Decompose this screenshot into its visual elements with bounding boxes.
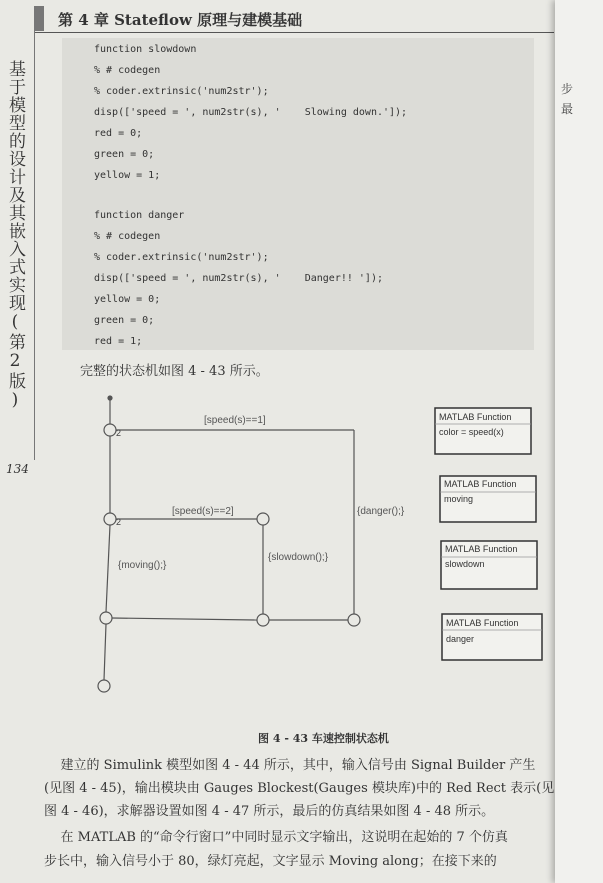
function-title: MATLAB Function — [445, 544, 518, 554]
chapter-title: 第 4 章 Stateflow 原理与建模基础 — [58, 11, 303, 29]
function-body: slowdown — [445, 559, 485, 569]
transition-moving — [106, 525, 110, 612]
figure-caption: 图 4 - 43 车速控制状态机 — [258, 732, 389, 745]
function-title: MATLAB Function — [439, 412, 512, 422]
body-paragraph-line: 步长中，输入信号小于 80，绿灯亮起，文字显示 Moving along；在接下来的 — [44, 854, 497, 869]
code-line: % # codegen — [94, 231, 161, 242]
body-paragraph-line: 建立的 Simulink 模型如图 4 - 44 所示，其中，输入信号由 Signal Builder 产生 — [44, 758, 536, 773]
action-label: {slowdown();} — [268, 552, 329, 563]
junction-terminal — [98, 680, 110, 692]
code-line: green = 0; — [94, 149, 155, 160]
code-line: green = 0; — [94, 315, 155, 326]
page-number: 134 — [6, 462, 29, 476]
action-label: {danger();} — [357, 506, 405, 517]
action-label: {moving();} — [118, 560, 167, 571]
code-line: yellow = 0; — [94, 294, 161, 305]
adjacent-page-char: 步 — [561, 82, 574, 96]
function-body: danger — [446, 634, 475, 644]
code-line: function danger — [94, 210, 185, 221]
body-paragraph-line: (见图 4 - 45)，输出模块由 Gauges Blockest(Gauges 模块库)中的 Red Rect 表示(见 — [44, 781, 555, 796]
merge-line — [112, 618, 257, 620]
function-body: color = speed(x) — [439, 427, 504, 437]
function-title: MATLAB Function — [444, 479, 517, 489]
figure-intro-sentence: 完整的状态机如图 4 - 43 所示。 — [80, 364, 269, 379]
code-line: disp(['speed = ', num2str(s), ' Slowing down.']); — [94, 107, 408, 118]
exit-line — [104, 624, 106, 680]
matlab-function-block — [440, 476, 536, 522]
entry-dot — [108, 396, 112, 400]
priority-label: 2 — [116, 517, 122, 527]
code-line: % # codegen — [94, 65, 161, 76]
code-line: disp(['speed = ', num2str(s), ' Danger!! ']); — [94, 273, 383, 284]
junction-mid — [104, 513, 116, 525]
code-line: yellow = 1; — [94, 170, 161, 181]
adjacent-page-edge — [555, 0, 603, 883]
function-body: moving — [444, 494, 474, 504]
body-paragraph-line: 图 4 - 46)，求解器设置如图 4 - 47 所示，最后的仿真结果如图 4 - 48 所示。 — [44, 804, 495, 819]
book-title-vertical: 基于模型的设计及其嵌入式实现(第2版) — [5, 60, 25, 411]
junction-bottom-right — [348, 614, 360, 626]
adjacent-page-char: 最 — [561, 102, 574, 116]
priority-label: 2 — [116, 428, 122, 438]
matlab-function-block — [442, 614, 542, 660]
guard-label: [speed(s)==1] — [204, 415, 266, 426]
junction-top — [104, 424, 116, 436]
function-title: MATLAB Function — [446, 618, 519, 628]
junction-bottom-left — [100, 612, 112, 624]
matlab-function-block — [435, 408, 531, 454]
code-line: % coder.extrinsic('num2str'); — [94, 86, 269, 97]
code-line: function slowdown — [94, 44, 197, 55]
code-line: % coder.extrinsic('num2str'); — [94, 252, 269, 263]
matlab-function-block — [441, 541, 537, 589]
body-paragraph-line: 在 MATLAB 的“命令行窗口”中同时显示文字输出，这说明在起始的 7 个仿真 — [44, 830, 508, 845]
code-line: red = 0; — [94, 128, 143, 139]
junction-bottom-mid — [257, 614, 269, 626]
guard-label: [speed(s)==2] — [172, 506, 234, 517]
code-line: red = 1; — [94, 336, 143, 347]
junction-slow — [257, 513, 269, 525]
